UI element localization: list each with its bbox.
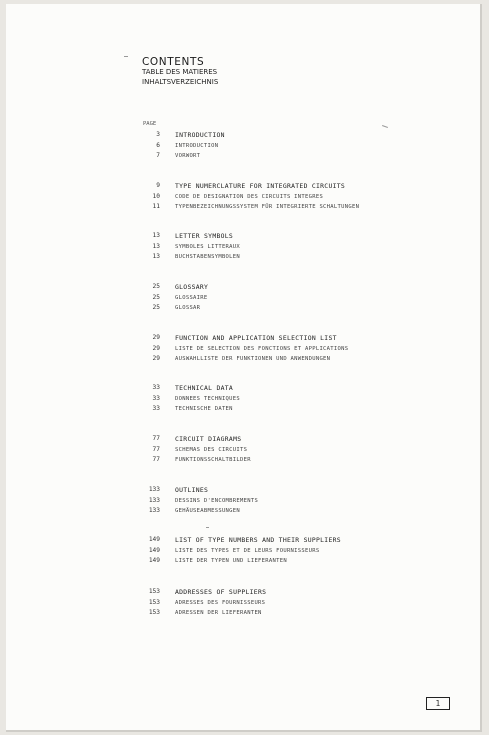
toc-entry-title: INTRODUCTION bbox=[175, 142, 219, 149]
page-subtitle-de: INHALTSVERZEICHNIS bbox=[142, 77, 219, 86]
toc-page-number: 133 bbox=[148, 486, 160, 493]
page-number: 1 bbox=[426, 697, 450, 710]
toc-entry[interactable] bbox=[6, 283, 480, 294]
toc-entry[interactable] bbox=[6, 497, 480, 508]
toc-entry[interactable] bbox=[6, 142, 480, 153]
toc-entry[interactable] bbox=[6, 345, 480, 356]
toc-page-number: 9 bbox=[156, 182, 160, 189]
toc-entry-title: SCHEMAS DES CIRCUITS bbox=[175, 446, 248, 453]
toc-entry[interactable] bbox=[6, 557, 480, 568]
toc-entry[interactable] bbox=[6, 435, 480, 446]
toc-page-number: 77 bbox=[152, 435, 160, 442]
toc-entry-title: DESSINS D'ENCOMBREMENTS bbox=[175, 497, 259, 504]
toc-page-number: 11 bbox=[152, 203, 160, 210]
toc-entry-title: SYMBOLES LITTERAUX bbox=[175, 243, 241, 250]
toc-entry-title: GEHÄUSEABMESSUNGEN bbox=[175, 508, 241, 514]
toc-entry-title: GLOSSAIRE bbox=[175, 294, 208, 301]
toc-entry[interactable] bbox=[6, 599, 480, 610]
toc-page-number: 7 bbox=[156, 152, 160, 159]
toc-entry[interactable] bbox=[6, 232, 480, 243]
toc-entry[interactable] bbox=[6, 395, 480, 406]
toc-section bbox=[6, 232, 480, 264]
toc-page-number: 33 bbox=[152, 405, 160, 412]
toc-page-number: 6 bbox=[156, 141, 160, 149]
toc-entry[interactable] bbox=[6, 334, 480, 345]
toc-page-number: 153 bbox=[148, 598, 160, 606]
toc-page-number: 25 bbox=[152, 283, 160, 290]
toc-page-number: 77 bbox=[152, 445, 160, 453]
toc-section bbox=[6, 486, 480, 518]
scan-speck bbox=[124, 56, 128, 57]
toc-page-number: 25 bbox=[152, 293, 160, 301]
toc-entry[interactable] bbox=[6, 294, 480, 305]
toc-page-number: 10 bbox=[152, 192, 160, 200]
toc-entry-title: DONNEES TECHNIQUES bbox=[175, 395, 241, 402]
toc-entry-title: GLOSSAR bbox=[175, 305, 201, 311]
toc-entry-title: LISTE DE SELECTION DES FONCTIONS ET APPLICATIONS bbox=[175, 345, 349, 352]
toc-page-number: 153 bbox=[148, 588, 160, 595]
page-title: CONTENTS bbox=[142, 56, 205, 68]
toc-section bbox=[6, 536, 480, 568]
toc-entry[interactable] bbox=[6, 203, 480, 214]
toc-entry[interactable] bbox=[6, 456, 480, 467]
toc-page-number: 29 bbox=[152, 344, 160, 352]
toc-entry[interactable] bbox=[6, 131, 480, 142]
toc-entry[interactable] bbox=[6, 355, 480, 366]
toc-entry[interactable] bbox=[6, 609, 480, 620]
toc-entry[interactable] bbox=[6, 193, 480, 204]
scan-speck bbox=[206, 527, 209, 528]
document-page bbox=[6, 4, 482, 732]
toc-entry[interactable] bbox=[6, 507, 480, 518]
title-block bbox=[142, 56, 218, 87]
toc-entry[interactable] bbox=[6, 304, 480, 315]
toc-section bbox=[6, 435, 480, 467]
toc-entry[interactable] bbox=[6, 253, 480, 264]
toc-entry-title: LIST OF TYPE NUMBERS AND THEIR SUPPLIERS bbox=[175, 536, 341, 544]
toc-entry-title: TECHNICAL DATA bbox=[175, 384, 234, 392]
toc-entry-title: FUNKTIONSSCHALTBILDER bbox=[175, 457, 251, 463]
toc-entry[interactable] bbox=[6, 446, 480, 457]
toc-page-number: 149 bbox=[148, 557, 160, 564]
toc-entry[interactable] bbox=[6, 384, 480, 395]
toc-section bbox=[6, 182, 480, 214]
toc-page-number: 133 bbox=[148, 507, 160, 514]
toc-entry-title: TYPE NUMERCLATURE FOR INTEGRATED CIRCUITS bbox=[175, 182, 346, 190]
toc-entry-title: ADRESSEN DER LIEFERANTEN bbox=[175, 610, 262, 616]
toc-entry[interactable] bbox=[6, 405, 480, 416]
toc-entry-title: LISTE DES TYPES ET DE LEURS FOURNISSEURS bbox=[175, 547, 320, 554]
toc-page-number: 149 bbox=[148, 536, 160, 543]
scan-speck bbox=[382, 125, 388, 128]
page-column-label: PAGE bbox=[143, 121, 157, 127]
toc-section bbox=[6, 283, 480, 315]
toc-page-number: 13 bbox=[152, 253, 160, 260]
toc-entry[interactable] bbox=[6, 536, 480, 547]
toc-section bbox=[6, 131, 480, 163]
toc-entry[interactable] bbox=[6, 243, 480, 254]
toc-entry-title: ADDRESSES OF SUPPLIERS bbox=[175, 588, 267, 596]
page-subtitle-fr: TABLE DES MATIERES bbox=[142, 68, 218, 76]
toc-entry-title: AUSWAHLLISTE DER FUNKTIONEN UND ANWENDUNGEN bbox=[175, 356, 331, 362]
toc-page-number: 149 bbox=[148, 546, 160, 554]
toc-entry-title: CIRCUIT DIAGRAMS bbox=[175, 435, 242, 443]
toc-page-number: 153 bbox=[148, 609, 160, 616]
toc-page-number: 25 bbox=[152, 304, 160, 311]
toc-entry-title: CODE DE DESIGNATION DES CIRCUITS INTEGRES bbox=[175, 193, 324, 200]
toc-page-number: 29 bbox=[152, 355, 160, 362]
toc-entry-title: INTRODUCTION bbox=[175, 131, 225, 139]
toc-entry-title: OUTLINES bbox=[175, 486, 209, 494]
toc-entry-title: LETTER SYMBOLS bbox=[175, 232, 234, 240]
toc-entry[interactable] bbox=[6, 152, 480, 163]
toc-entry[interactable] bbox=[6, 182, 480, 193]
toc-page-number: 133 bbox=[148, 496, 160, 504]
toc-entry-title: VORWORT bbox=[175, 153, 201, 159]
toc-section bbox=[6, 334, 480, 366]
toc-page-number: 13 bbox=[152, 232, 160, 239]
toc-entry-title: ADRESSES DES FOURNISSEURS bbox=[175, 599, 266, 606]
toc-page-number: 13 bbox=[152, 242, 160, 250]
toc-page-number: 33 bbox=[152, 384, 160, 391]
toc-entry-title: GLOSSARY bbox=[175, 283, 209, 291]
toc-entry-title: BUCHSTABENSYMBOLEN bbox=[175, 254, 241, 260]
toc-entry[interactable] bbox=[6, 547, 480, 558]
toc-page-number: 33 bbox=[152, 394, 160, 402]
toc-page-number: 29 bbox=[152, 334, 160, 341]
toc-entry[interactable] bbox=[6, 486, 480, 497]
toc-page-number: 77 bbox=[152, 456, 160, 463]
toc-section bbox=[6, 588, 480, 620]
toc-entry-title: FUNCTION AND APPLICATION SELECTION LIST bbox=[175, 334, 337, 342]
toc-entry-title: LISTE DER TYPEN UND LIEFERANTEN bbox=[175, 558, 287, 564]
toc-entry-title: TYPENBEZEICHNUNGSSYSTEM FÜR INTEGRIERTE SCHALTUNGEN bbox=[175, 204, 360, 210]
toc-entry[interactable] bbox=[6, 588, 480, 599]
toc-page-number: 3 bbox=[156, 131, 160, 138]
toc-entry-title: TECHNISCHE DATEN bbox=[175, 406, 233, 412]
toc-section bbox=[6, 384, 480, 416]
